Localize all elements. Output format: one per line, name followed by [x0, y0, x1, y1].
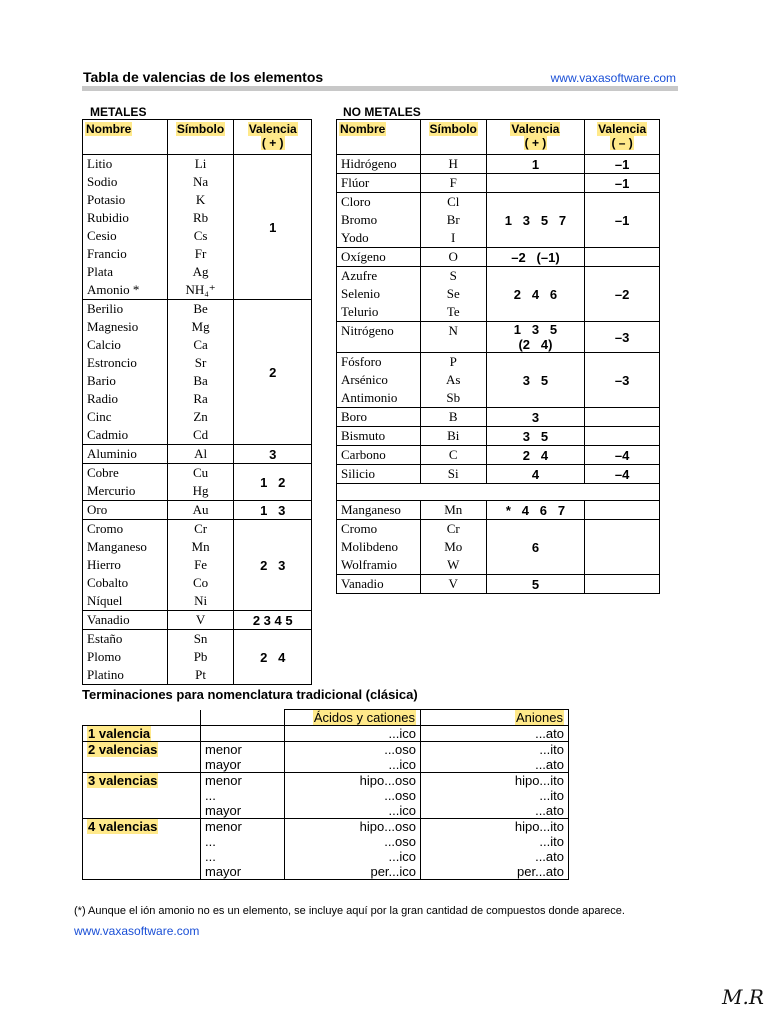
- element-symbols: [167, 520, 234, 611]
- aniones-ending: ...ito: [539, 788, 564, 803]
- element-symbols: [167, 155, 234, 300]
- valence-positive: 4: [486, 465, 585, 484]
- valence-value: 1 3: [234, 501, 312, 520]
- terminaciones-header-row: [83, 710, 569, 726]
- element-name: Arsénico: [341, 372, 388, 387]
- element-name: Potasio: [87, 192, 126, 207]
- element-name: Platino: [87, 667, 124, 682]
- element-symbol: Cr: [194, 521, 208, 536]
- valence-negative: –1: [585, 155, 660, 174]
- metales-table: [82, 119, 312, 685]
- metales-group-row: [83, 155, 312, 300]
- element-names: [83, 155, 168, 300]
- element-name: Cobre: [87, 465, 119, 480]
- col-nombre: Nombre: [86, 122, 132, 136]
- no-metales-header-row: [337, 120, 660, 155]
- element-names: [337, 322, 421, 353]
- valence-order: [201, 742, 285, 773]
- element-symbols: [420, 267, 486, 322]
- col-valencia-neg-sign: ( – ): [611, 136, 633, 150]
- no-metales-group-row: [337, 465, 660, 484]
- element-symbol: Pb: [193, 649, 208, 664]
- element-symbol: N: [448, 323, 458, 338]
- valence-positive: 3 5: [486, 353, 585, 408]
- col-valencia: Valencia: [248, 122, 297, 136]
- element-symbol: Rb: [192, 210, 209, 225]
- element-name: Carbono: [341, 447, 386, 462]
- no-metales-label: NO METALES: [343, 105, 421, 119]
- valence-count-label: 2 valencias: [88, 742, 158, 757]
- element-symbol: Li: [194, 156, 207, 171]
- aniones-ending: hipo...ito: [514, 773, 564, 788]
- valence-order-item: menor: [205, 742, 242, 757]
- acidos-ending: ...oso: [384, 834, 416, 849]
- element-symbol: Fr: [194, 246, 207, 261]
- element-name: Flúor: [341, 175, 370, 190]
- col-simbolo: Símbolo: [429, 122, 477, 136]
- col-valencia-pos-sign: ( + ): [524, 136, 547, 150]
- element-name: Radio: [87, 391, 119, 406]
- element-name: Bismuto: [341, 428, 386, 443]
- element-names: [337, 520, 421, 575]
- element-name: Nitrógeno: [341, 323, 394, 338]
- no-metales-group-row: [337, 353, 660, 408]
- valence-count-label: 1 valencia: [88, 726, 151, 741]
- element-name: Berilio: [87, 301, 124, 316]
- col-valencia-neg: Valencia: [598, 122, 647, 136]
- element-name: Calcio: [87, 337, 121, 352]
- element-symbol: K: [195, 192, 206, 207]
- valence-value: 3: [234, 445, 312, 464]
- element-symbol: S: [449, 268, 457, 283]
- element-names: [337, 267, 421, 322]
- element-name: Oro: [87, 502, 108, 517]
- element-names: [83, 520, 168, 611]
- valence-positive: 5: [486, 575, 585, 594]
- metales-header-row: [83, 120, 312, 155]
- aniones-ending: ...ato: [535, 726, 564, 741]
- element-name: Boro: [341, 409, 367, 424]
- valence-negative: [585, 501, 660, 520]
- element-name: Telurio: [341, 304, 379, 319]
- valence-order-item: ...: [205, 788, 216, 803]
- element-name: Cobalto: [87, 575, 129, 590]
- element-name: Bromo: [341, 212, 378, 227]
- terminaciones-row: [83, 726, 569, 742]
- no-metales-group-row: [337, 322, 660, 353]
- element-symbol: Co: [192, 575, 209, 590]
- element-name: Fósforo: [341, 354, 382, 369]
- element-symbols: [420, 501, 486, 520]
- terminaciones-title: Terminaciones para nomenclatura tradicional (clásica): [82, 687, 418, 702]
- element-names: [83, 445, 168, 464]
- acidos-ending: ...ico: [388, 726, 416, 741]
- valence-value: 1: [234, 155, 312, 300]
- acidos-ending: ...ico: [388, 803, 416, 818]
- element-symbol: Cr: [446, 521, 460, 536]
- element-names: [337, 446, 421, 465]
- element-symbol: Fe: [194, 557, 208, 572]
- element-name: Cloro: [341, 194, 371, 209]
- terminaciones-row: [83, 742, 569, 773]
- element-symbol: Zn: [193, 409, 208, 424]
- element-name: Níquel: [87, 593, 123, 608]
- acidos-ending: hipo...oso: [359, 773, 416, 788]
- col-valencia-pos: Valencia: [511, 122, 560, 136]
- valence-positive: 1 3 5 (2 4): [486, 322, 585, 353]
- element-symbol: Se: [446, 286, 460, 301]
- element-symbol: Pt: [195, 667, 206, 682]
- element-symbol: Cl: [447, 194, 460, 209]
- metales-group-row: [83, 630, 312, 685]
- no-metales-table: [336, 119, 660, 594]
- element-symbol: W: [447, 557, 460, 572]
- no-metales-group-row: [337, 446, 660, 465]
- valence-order: [201, 726, 285, 742]
- metales-group-row: [83, 464, 312, 501]
- valence-negative: –1: [585, 193, 660, 248]
- valence-count: [83, 742, 201, 773]
- valence-order-item: ...: [205, 834, 216, 849]
- element-names: [83, 611, 168, 630]
- no-metales-group-row: [337, 193, 660, 248]
- element-symbols: [420, 155, 486, 174]
- acidos-ending: ...ico: [388, 849, 416, 864]
- element-symbol: Ag: [192, 264, 209, 279]
- element-names: [83, 300, 168, 445]
- element-symbol: Mn: [444, 502, 463, 517]
- aniones-endings: [421, 742, 569, 773]
- valence-count-label: 3 valencias: [88, 773, 158, 788]
- element-name: Manganeso: [341, 502, 401, 517]
- element-name: Plomo: [87, 649, 121, 664]
- element-names: [337, 575, 421, 594]
- element-names: [337, 408, 421, 427]
- acidos-endings: [285, 726, 421, 742]
- element-symbol: P: [449, 354, 457, 369]
- valence-value: 2: [234, 300, 312, 445]
- aniones-endings: [421, 773, 569, 819]
- element-symbol: As: [445, 372, 461, 387]
- element-symbol: Ra: [193, 391, 208, 406]
- col-valencia-sign: ( + ): [261, 136, 284, 150]
- valence-positive: –2 (–1): [486, 248, 585, 267]
- element-names: [337, 193, 421, 248]
- element-symbol: Mg: [191, 319, 210, 334]
- valence-value: 2 3: [234, 520, 312, 611]
- element-symbol: Au: [192, 502, 209, 517]
- element-symbols: [420, 353, 486, 408]
- element-name: Hidrógeno: [341, 156, 397, 171]
- metales-group-row: [83, 501, 312, 520]
- element-symbol: Hg: [192, 483, 209, 498]
- element-symbol: Al: [194, 446, 208, 461]
- element-symbol: O: [448, 249, 458, 264]
- element-symbols: [420, 575, 486, 594]
- metales-group-row: [83, 520, 312, 611]
- element-name: Vanadio: [341, 576, 384, 591]
- element-symbol: Br: [446, 212, 460, 227]
- metales-group-row: [83, 611, 312, 630]
- element-symbol: Ba: [193, 373, 208, 388]
- table-gap-cell: [337, 484, 660, 501]
- valence-positive: 2 4: [486, 446, 585, 465]
- element-symbols: [420, 322, 486, 353]
- aniones-ending: per...ato: [517, 864, 564, 879]
- element-name: Cadmio: [87, 427, 129, 442]
- element-name: Sodio: [87, 174, 118, 189]
- element-symbols: [167, 300, 234, 445]
- valence-count: [83, 726, 201, 742]
- metales-label: METALES: [90, 105, 147, 119]
- element-name: Aluminio: [87, 446, 137, 461]
- valence-negative: –4: [585, 465, 660, 484]
- aniones-ending: ...ato: [535, 849, 564, 864]
- valence-value: 1 2: [234, 464, 312, 501]
- element-names: [83, 630, 168, 685]
- acidos-ending: hipo...oso: [359, 819, 416, 834]
- element-symbol: Sn: [193, 631, 208, 646]
- element-name: Estaño: [87, 631, 123, 646]
- no-metales-group-row: [337, 575, 660, 594]
- element-name: Estroncio: [87, 355, 137, 370]
- element-symbol: B: [448, 409, 458, 424]
- valence-negative: –3: [585, 353, 660, 408]
- no-metales-group-row: [337, 427, 660, 446]
- valence-order-item: mayor: [205, 757, 242, 772]
- element-symbols: [420, 446, 486, 465]
- element-symbol: Cd: [192, 427, 209, 442]
- aniones-ending: ...ito: [539, 834, 564, 849]
- valence-order-item: menor: [205, 773, 242, 788]
- element-symbol: Sb: [446, 390, 461, 405]
- element-symbols: [167, 611, 234, 630]
- aniones-endings: [421, 819, 569, 880]
- site-link-top[interactable]: www.vaxasoftware.com: [550, 71, 676, 85]
- element-symbol: Cs: [193, 228, 208, 243]
- element-name: Magnesio: [87, 319, 139, 334]
- element-names: [337, 248, 421, 267]
- col-aniones: Aniones: [516, 710, 563, 725]
- valence-negative: –3: [585, 322, 660, 353]
- element-name: Selenio: [341, 286, 380, 301]
- valence-negative: [585, 575, 660, 594]
- element-symbol: Cu: [192, 465, 209, 480]
- element-symbol: H: [448, 156, 458, 171]
- element-names: [337, 155, 421, 174]
- acidos-ending: ...oso: [384, 788, 416, 803]
- element-symbols: [167, 464, 234, 501]
- no-metales-group-row: [337, 155, 660, 174]
- element-symbol: C: [448, 447, 458, 462]
- valence-positive: [486, 174, 585, 193]
- valence-positive: * 4 6 7: [486, 501, 585, 520]
- no-metales-group-row: [337, 267, 660, 322]
- element-name: Azufre: [341, 268, 378, 283]
- element-name: Amonio *: [87, 282, 140, 297]
- element-symbol: I: [451, 230, 456, 245]
- element-names: [83, 464, 168, 501]
- no-metales-group-row: [337, 408, 660, 427]
- element-symbol: Si: [447, 466, 459, 481]
- no-metales-group-row: [337, 520, 660, 575]
- element-names: [337, 174, 421, 193]
- element-symbols: [167, 630, 234, 685]
- valence-negative: –4: [585, 446, 660, 465]
- valence-positive: 1: [486, 155, 585, 174]
- valence-count: [83, 773, 201, 819]
- element-symbol: Sr: [194, 355, 207, 370]
- acidos-ending: per...ico: [370, 864, 416, 879]
- valence-positive: 3 5: [486, 427, 585, 446]
- aniones-endings: [421, 726, 569, 742]
- aniones-ending: ...ito: [539, 742, 564, 757]
- acidos-endings: [285, 742, 421, 773]
- element-symbol: Ca: [193, 337, 208, 352]
- element-symbol: Bi: [447, 428, 460, 443]
- element-name: Manganeso: [87, 539, 147, 554]
- element-symbol: Be: [193, 301, 208, 316]
- acidos-ending: ...ico: [388, 757, 416, 772]
- valence-positive: 3: [486, 408, 585, 427]
- valence-negative: –2: [585, 267, 660, 322]
- element-symbols: [420, 408, 486, 427]
- element-name: Antimonio: [341, 390, 398, 405]
- element-names: [337, 353, 421, 408]
- element-symbol: Na: [192, 174, 209, 189]
- terminaciones-row: [83, 773, 569, 819]
- element-name: Rubidio: [87, 210, 129, 225]
- element-name: Vanadio: [87, 612, 130, 627]
- element-symbol: Ni: [194, 593, 208, 608]
- element-name: Cinc: [87, 409, 112, 424]
- element-name: Bario: [87, 373, 116, 388]
- element-symbol: Mo: [444, 539, 463, 554]
- valence-order-item: menor: [205, 819, 242, 834]
- metales-group-row: [83, 445, 312, 464]
- valence-order-item: ...: [205, 849, 216, 864]
- col-acidos: Ácidos y cationes: [313, 710, 415, 725]
- valence-negative: [585, 248, 660, 267]
- element-symbol: V: [448, 576, 458, 591]
- element-symbols: [420, 465, 486, 484]
- page-title: Tabla de valencias de los elementos: [83, 69, 324, 85]
- acidos-ending: ...oso: [384, 742, 416, 757]
- valence-negative: –1: [585, 174, 660, 193]
- element-name: Wolframio: [341, 557, 397, 572]
- element-names: [337, 501, 421, 520]
- metales-group-row: [83, 300, 312, 445]
- valence-order: [201, 819, 285, 880]
- element-symbols: [167, 445, 234, 464]
- element-symbol: Te: [446, 304, 460, 319]
- element-symbols: [420, 248, 486, 267]
- no-metales-group-row: [337, 248, 660, 267]
- terminaciones-row: [83, 819, 569, 880]
- col-nombre: Nombre: [340, 122, 386, 136]
- element-names: [337, 427, 421, 446]
- acidos-endings: [285, 819, 421, 880]
- element-name: Cromo: [341, 521, 378, 536]
- element-symbol: Mn: [191, 539, 210, 554]
- element-symbols: [420, 193, 486, 248]
- valence-value: 2 3 4 5: [234, 611, 312, 630]
- footnote: (*) Aunque el ión amonio no es un elemento, se incluye aquí por la gran cantidad de compuestos donde aparece.: [74, 905, 625, 917]
- element-name: Oxígeno: [341, 249, 386, 264]
- valence-positive: 1 3 5 7: [486, 193, 585, 248]
- title-rule: [82, 86, 678, 91]
- no-metales-group-row: [337, 174, 660, 193]
- element-symbols: [420, 427, 486, 446]
- valence-value: 2 4: [234, 630, 312, 685]
- element-name: Hierro: [87, 557, 121, 572]
- no-metales-group-row: [337, 501, 660, 520]
- terminaciones-table: [82, 709, 569, 880]
- element-names: [337, 465, 421, 484]
- element-names: [83, 501, 168, 520]
- element-name: Cesio: [87, 228, 117, 243]
- element-name: Silicio: [341, 466, 375, 481]
- element-name: Cromo: [87, 521, 124, 536]
- valence-order-item: mayor: [205, 803, 242, 818]
- valence-count: [83, 819, 201, 880]
- valence-negative: [585, 520, 660, 575]
- acidos-endings: [285, 773, 421, 819]
- valence-order-item: mayor: [205, 864, 242, 879]
- valence-positive: 6: [486, 520, 585, 575]
- valence-negative: [585, 427, 660, 446]
- element-name: Plata: [87, 264, 113, 279]
- signature: M.R: [722, 985, 764, 1009]
- element-name: Francio: [87, 246, 127, 261]
- element-symbol: V: [195, 612, 206, 627]
- aniones-ending: hipo...ito: [514, 819, 564, 834]
- site-link-bottom[interactable]: www.vaxasoftware.com: [74, 924, 200, 938]
- element-symbols: [167, 501, 234, 520]
- element-symbol: F: [449, 175, 457, 190]
- valence-order: [201, 773, 285, 819]
- table-gap: [337, 484, 660, 501]
- element-name: Mercurio: [87, 483, 136, 498]
- aniones-ending: ...ato: [535, 757, 564, 772]
- col-simbolo: Símbolo: [176, 122, 225, 136]
- valence-negative: [585, 408, 660, 427]
- element-symbols: [420, 520, 486, 575]
- element-name: Molibdeno: [341, 539, 399, 554]
- aniones-ending: ...ato: [535, 803, 564, 818]
- valence-count-label: 4 valencias: [88, 819, 158, 834]
- element-symbol: NH₄⁺: [185, 282, 216, 297]
- valence-positive: 2 4 6: [486, 267, 585, 322]
- element-name: Litio: [87, 156, 113, 171]
- element-symbols: [420, 174, 486, 193]
- element-name: Yodo: [341, 230, 369, 245]
